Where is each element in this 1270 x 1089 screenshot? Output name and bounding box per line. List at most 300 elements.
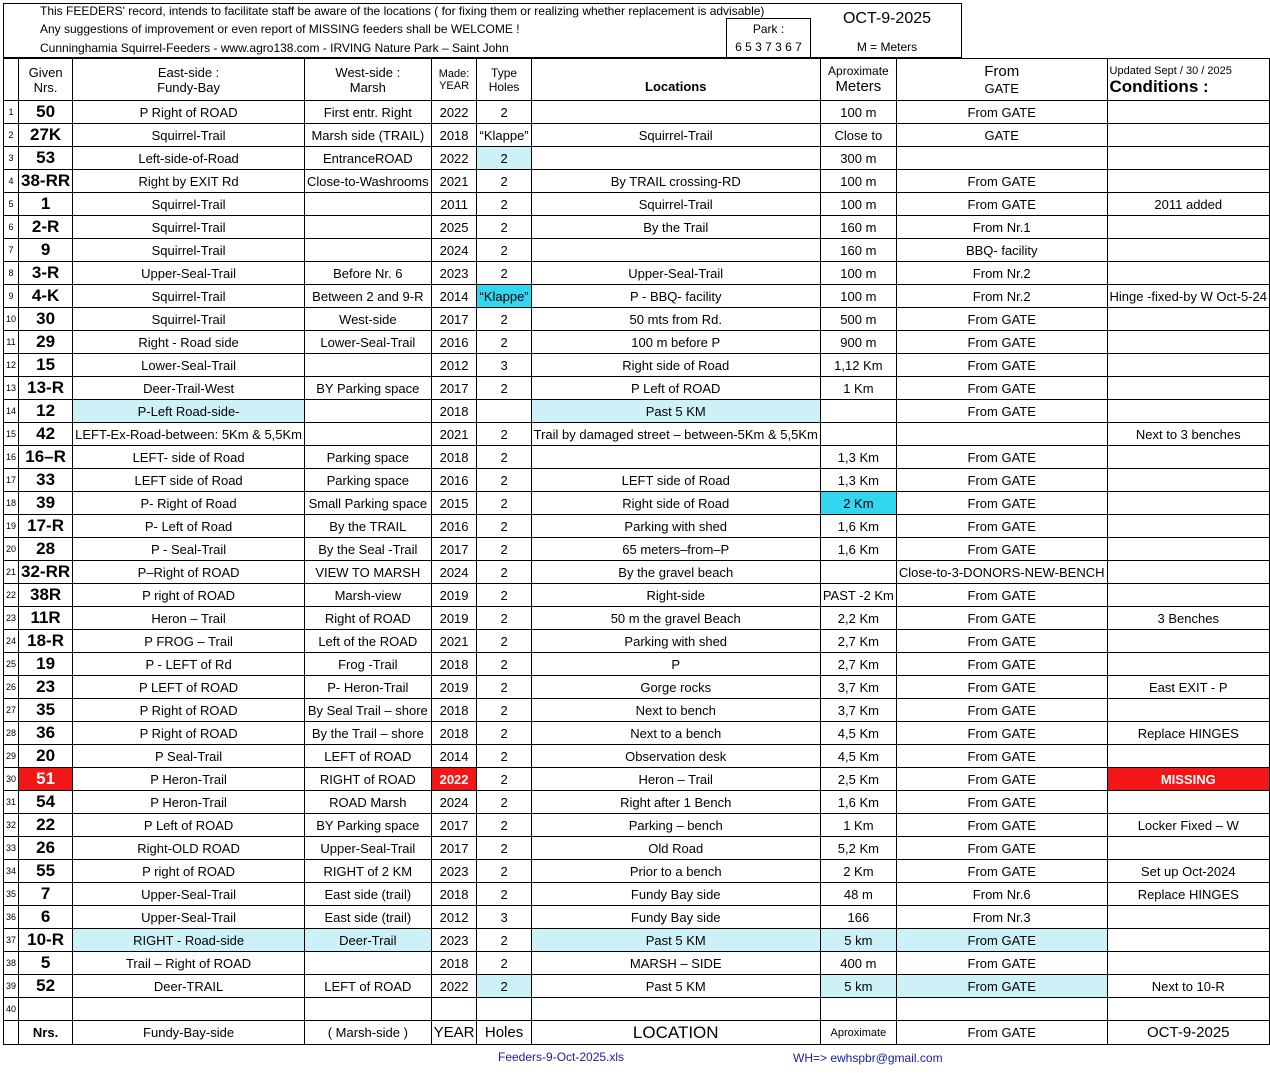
west-side-cell [305, 193, 432, 216]
condition-cell [1107, 446, 1270, 469]
holes-cell: 2 [477, 170, 531, 193]
holes-cell: 2 [477, 699, 531, 722]
holes-cell: 3 [477, 906, 531, 929]
given-number-cell: 29 [19, 331, 73, 354]
east-side-cell: LEFT-Ex-Road-between: 5Km & 5,5Km [73, 423, 305, 446]
footer-cond-cell: OCT-9-2025 [1107, 1021, 1270, 1045]
table-row [4, 308, 1270, 331]
location-cell: Right side of Road [531, 354, 820, 377]
contact-email[interactable]: WH=> ewhspbr@gmail.com [793, 1051, 943, 1065]
east-side-cell [73, 998, 305, 1021]
from-cell: From Nr.2 [896, 262, 1107, 285]
east-side-cell: P FROG – Trail [73, 630, 305, 653]
year-made-cell: 2021 [431, 170, 477, 193]
location-cell: Gorge rocks [531, 676, 820, 699]
condition-cell [1107, 469, 1270, 492]
row-index-cell: 37 [4, 929, 19, 952]
east-side-cell: P Right of ROAD [73, 722, 305, 745]
location-cell: Next to a bench [531, 722, 820, 745]
table-row [4, 193, 1270, 216]
holes-cell [477, 998, 531, 1021]
given-number-cell: 53 [19, 147, 73, 170]
distance-cell: 900 m [820, 331, 896, 354]
given-number-cell [19, 998, 73, 1021]
park-number: 6 5 3 7 3 6 7 [735, 40, 802, 54]
table-row [4, 791, 1270, 814]
east-side-cell: P Heron-Trail [73, 768, 305, 791]
given-number-cell: 23 [19, 676, 73, 699]
year-made-cell: 2021 [431, 423, 477, 446]
row-index-cell: 35 [4, 883, 19, 906]
location-cell: Next to bench [531, 699, 820, 722]
distance-cell: 2 Km [820, 492, 896, 515]
row-index-cell: 15 [4, 423, 19, 446]
given-number-cell: 32-RR [19, 561, 73, 584]
table-row [4, 354, 1270, 377]
header-line-3: Cunninghamia Squirrel-Feeders - www.agro138.com - IRVING Nature Park – Saint John [40, 41, 509, 55]
condition-cell [1107, 101, 1270, 124]
row-index-cell: 3 [4, 147, 19, 170]
location-cell [531, 998, 820, 1021]
col-given: Given Nrs. [19, 59, 73, 101]
row-index-cell: 22 [4, 584, 19, 607]
distance-cell: 3,7 Km [820, 676, 896, 699]
west-side-cell: LEFT of ROAD [305, 975, 432, 998]
east-side-cell: Right - Road side [73, 331, 305, 354]
condition-cell [1107, 492, 1270, 515]
year-made-cell: 2021 [431, 630, 477, 653]
year-made-cell: 2018 [431, 952, 477, 975]
row-index-cell: 23 [4, 607, 19, 630]
col-type: Type Holes [477, 59, 531, 101]
from-cell: From Nr.3 [896, 906, 1107, 929]
distance-cell: 2 Km [820, 860, 896, 883]
location-cell: Observation desk [531, 745, 820, 768]
east-side-cell: Trail – Right of ROAD [73, 952, 305, 975]
distance-cell: 3,7 Km [820, 699, 896, 722]
west-side-cell: Parking space [305, 446, 432, 469]
condition-cell [1107, 929, 1270, 952]
distance-cell: 100 m [820, 193, 896, 216]
row-index-cell: 9 [4, 285, 19, 308]
holes-cell: 2 [477, 630, 531, 653]
location-cell: Fundy Bay side [531, 883, 820, 906]
from-cell: From GATE [896, 699, 1107, 722]
east-side-cell: Left-side-of-Road [73, 147, 305, 170]
row-index-cell: 11 [4, 331, 19, 354]
footer-loc-cell: LOCATION [531, 1021, 820, 1045]
given-number-cell: 52 [19, 975, 73, 998]
east-side-cell: P–Right of ROAD [73, 561, 305, 584]
given-number-cell: 50 [19, 101, 73, 124]
footer-holes-cell: Holes [477, 1021, 531, 1045]
holes-cell: 2 [477, 929, 531, 952]
holes-cell: 2 [477, 331, 531, 354]
east-side-cell: LEFT side of Road [73, 469, 305, 492]
east-side-cell: Squirrel-Trail [73, 193, 305, 216]
given-number-cell: 20 [19, 745, 73, 768]
from-cell: From Nr.1 [896, 216, 1107, 239]
col-west: West-side : Marsh [305, 59, 432, 101]
west-side-cell: Deer-Trail [305, 929, 432, 952]
west-side-cell: Frog -Trail [305, 653, 432, 676]
location-cell: P [531, 653, 820, 676]
table-row [4, 722, 1270, 745]
year-made-cell: 2023 [431, 929, 477, 952]
east-side-cell: P-Left Road-side- [73, 400, 305, 423]
holes-cell: 2 [477, 147, 531, 170]
from-cell: From GATE [896, 630, 1107, 653]
west-side-cell [305, 423, 432, 446]
west-side-cell [305, 998, 432, 1021]
west-side-cell: East side (trail) [305, 906, 432, 929]
holes-cell: 2 [477, 975, 531, 998]
distance-cell [820, 561, 896, 584]
holes-cell: 2 [477, 515, 531, 538]
east-side-cell: LEFT- side of Road [73, 446, 305, 469]
east-side-cell: Deer-Trail-West [73, 377, 305, 400]
row-index-cell: 28 [4, 722, 19, 745]
location-cell: Right side of Road [531, 492, 820, 515]
distance-cell: 5 km [820, 975, 896, 998]
from-cell: From GATE [896, 653, 1107, 676]
table-row [4, 446, 1270, 469]
distance-cell: 100 m [820, 170, 896, 193]
year-made-cell: 2022 [431, 975, 477, 998]
from-cell: From GATE [896, 469, 1107, 492]
holes-cell: 2 [477, 193, 531, 216]
distance-cell: 2,2 Km [820, 607, 896, 630]
distance-cell: 1,6 Km [820, 791, 896, 814]
from-cell: From GATE [896, 791, 1107, 814]
east-side-cell: P Seal-Trail [73, 745, 305, 768]
year-made-cell: 2025 [431, 216, 477, 239]
table-row [4, 216, 1270, 239]
location-cell: Parking with shed [531, 515, 820, 538]
distance-cell: 4,5 Km [820, 722, 896, 745]
from-cell: From GATE [896, 722, 1107, 745]
table-row [4, 998, 1270, 1021]
holes-cell: 2 [477, 308, 531, 331]
row-index-cell: 12 [4, 354, 19, 377]
east-side-cell: P right of ROAD [73, 860, 305, 883]
from-cell: From GATE [896, 400, 1107, 423]
table-row [4, 745, 1270, 768]
year-made-cell: 2024 [431, 239, 477, 262]
year-made-cell: 2023 [431, 262, 477, 285]
holes-cell: 2 [477, 860, 531, 883]
east-side-cell: Upper-Seal-Trail [73, 262, 305, 285]
location-cell: Squirrel-Trail [531, 124, 820, 147]
row-index-cell: 13 [4, 377, 19, 400]
west-side-cell: BY Parking space [305, 377, 432, 400]
row-index-cell: 16 [4, 446, 19, 469]
table-row [4, 469, 1270, 492]
condition-cell [1107, 331, 1270, 354]
condition-cell [1107, 998, 1270, 1021]
east-side-cell: Squirrel-Trail [73, 285, 305, 308]
row-index-cell: 39 [4, 975, 19, 998]
condition-cell [1107, 400, 1270, 423]
given-number-cell: 4-K [19, 285, 73, 308]
row-index-cell: 31 [4, 791, 19, 814]
row-index-cell: 40 [4, 998, 19, 1021]
col-conditions: Updated Sept / 30 / 2025 Conditions : [1107, 59, 1270, 101]
table-row [4, 124, 1270, 147]
west-side-cell: LEFT of ROAD [305, 745, 432, 768]
table-row [4, 101, 1270, 124]
west-side-cell: By the Trail – shore [305, 722, 432, 745]
condition-cell [1107, 124, 1270, 147]
from-cell: From GATE [896, 814, 1107, 837]
condition-cell [1107, 170, 1270, 193]
west-side-cell: East side (trail) [305, 883, 432, 906]
row-index-cell: 18 [4, 492, 19, 515]
distance-cell: 2,5 Km [820, 768, 896, 791]
location-cell [531, 446, 820, 469]
row-index-cell: 20 [4, 538, 19, 561]
row-index-cell: 32 [4, 814, 19, 837]
from-cell: From GATE [896, 515, 1107, 538]
distance-cell: 1,3 Km [820, 446, 896, 469]
from-cell: From GATE [896, 745, 1107, 768]
year-made-cell: 2018 [431, 400, 477, 423]
from-cell: From GATE [896, 607, 1107, 630]
footer-meters-cell: Aproximate [820, 1021, 896, 1045]
from-cell: From GATE [896, 193, 1107, 216]
location-cell [531, 147, 820, 170]
row-index-cell: 2 [4, 124, 19, 147]
given-number-cell: 28 [19, 538, 73, 561]
from-cell: From GATE [896, 952, 1107, 975]
location-cell: 50 mts from Rd. [531, 308, 820, 331]
given-number-cell: 26 [19, 837, 73, 860]
given-number-cell: 39 [19, 492, 73, 515]
distance-cell [820, 400, 896, 423]
row-index-cell: 7 [4, 239, 19, 262]
footer-east-cell: Fundy-Bay-side [73, 1021, 305, 1045]
feeders-table [3, 58, 1270, 1045]
west-side-cell [305, 354, 432, 377]
condition-cell [1107, 354, 1270, 377]
condition-cell [1107, 515, 1270, 538]
distance-cell: 400 m [820, 952, 896, 975]
east-side-cell: P LEFT of ROAD [73, 676, 305, 699]
from-cell: From GATE [896, 538, 1107, 561]
from-cell: From GATE [896, 584, 1107, 607]
given-number-cell: 42 [19, 423, 73, 446]
location-cell: Upper-Seal-Trail [531, 262, 820, 285]
east-side-cell: P Right of ROAD [73, 101, 305, 124]
footer-given-cell: Nrs. [19, 1021, 73, 1045]
table-row [4, 837, 1270, 860]
location-cell [531, 101, 820, 124]
table-row [4, 768, 1270, 791]
given-number-cell: 15 [19, 354, 73, 377]
east-side-cell: P Heron-Trail [73, 791, 305, 814]
from-cell: From GATE [896, 170, 1107, 193]
distance-cell: 4,5 Km [820, 745, 896, 768]
from-cell: From GATE [896, 975, 1107, 998]
east-side-cell: Deer-TRAIL [73, 975, 305, 998]
condition-cell [1107, 699, 1270, 722]
west-side-cell: By the TRAIL [305, 515, 432, 538]
distance-cell: 160 m [820, 239, 896, 262]
table-row [4, 906, 1270, 929]
distance-cell: 2,7 Km [820, 653, 896, 676]
table-row [4, 883, 1270, 906]
row-index-cell: 1 [4, 101, 19, 124]
from-cell: From GATE [896, 768, 1107, 791]
condition-cell: East EXIT - P [1107, 676, 1270, 699]
given-number-cell: 19 [19, 653, 73, 676]
from-cell: From GATE [896, 446, 1107, 469]
row-index-cell: 29 [4, 745, 19, 768]
row-index-cell: 26 [4, 676, 19, 699]
header-line-2: Any suggestions of improvement or even report of MISSING feeders shall be WELCOME ! [40, 22, 520, 36]
table-row [4, 285, 1270, 308]
year-made-cell: 2017 [431, 814, 477, 837]
distance-cell: 100 m [820, 101, 896, 124]
condition-cell [1107, 906, 1270, 929]
distance-cell: 1,12 Km [820, 354, 896, 377]
given-number-cell: 3-R [19, 262, 73, 285]
location-cell: Past 5 KM [531, 929, 820, 952]
table-row [4, 262, 1270, 285]
year-made-cell: 2016 [431, 515, 477, 538]
west-side-cell: P- Heron-Trail [305, 676, 432, 699]
east-side-cell: Right-OLD ROAD [73, 837, 305, 860]
year-made-cell: 2019 [431, 676, 477, 699]
distance-cell: 1 Km [820, 377, 896, 400]
location-cell: Prior to a bench [531, 860, 820, 883]
row-index-cell: 8 [4, 262, 19, 285]
from-cell: From GATE [896, 676, 1107, 699]
condition-cell: Replace HINGES [1107, 883, 1270, 906]
footer-from-cell: From GATE [896, 1021, 1107, 1045]
given-number-cell: 30 [19, 308, 73, 331]
condition-cell: Next to 10-R [1107, 975, 1270, 998]
condition-cell: 3 Benches [1107, 607, 1270, 630]
table-row [4, 170, 1270, 193]
given-number-cell: 54 [19, 791, 73, 814]
east-side-cell: Squirrel-Trail [73, 124, 305, 147]
table-row [4, 492, 1270, 515]
west-side-cell [305, 216, 432, 239]
year-made-cell: 2014 [431, 285, 477, 308]
year-made-cell: 2022 [431, 147, 477, 170]
table-row [4, 860, 1270, 883]
location-cell [531, 239, 820, 262]
location-cell: By the Trail [531, 216, 820, 239]
east-side-cell: P Right of ROAD [73, 699, 305, 722]
east-side-cell: Upper-Seal-Trail [73, 883, 305, 906]
from-cell: From GATE [896, 354, 1107, 377]
east-side-cell: P - Seal-Trail [73, 538, 305, 561]
holes-cell: 2 [477, 101, 531, 124]
table-row [4, 400, 1270, 423]
condition-cell: Locker Fixed – W [1107, 814, 1270, 837]
location-cell: P Left of ROAD [531, 377, 820, 400]
west-side-cell: Left of the ROAD [305, 630, 432, 653]
condition-cell: Hinge -fixed-by W Oct-5-24 [1107, 285, 1270, 308]
west-side-cell: RIGHT of 2 KM [305, 860, 432, 883]
west-side-cell: Before Nr. 6 [305, 262, 432, 285]
condition-cell: MISSING [1107, 768, 1270, 791]
condition-cell [1107, 262, 1270, 285]
holes-cell: 2 [477, 538, 531, 561]
location-cell: LEFT side of Road [531, 469, 820, 492]
holes-cell: 2 [477, 446, 531, 469]
west-side-cell: Between 2 and 9-R [305, 285, 432, 308]
col-locations: Locations [531, 59, 820, 101]
distance-cell: 500 m [820, 308, 896, 331]
distance-cell: 1,3 Km [820, 469, 896, 492]
holes-cell: 2 [477, 561, 531, 584]
distance-cell: 300 m [820, 147, 896, 170]
given-number-cell: 36 [19, 722, 73, 745]
distance-cell: 2,7 Km [820, 630, 896, 653]
holes-cell: 2 [477, 814, 531, 837]
row-index-cell: 6 [4, 216, 19, 239]
distance-cell: 100 m [820, 285, 896, 308]
distance-cell: PAST -2 Km [820, 584, 896, 607]
col-from: From GATE [896, 59, 1107, 101]
distance-cell: 166 [820, 906, 896, 929]
distance-cell: 1 Km [820, 814, 896, 837]
meters-note: M = Meters [856, 40, 918, 54]
row-index-cell: 25 [4, 653, 19, 676]
given-number-cell: 38R [19, 584, 73, 607]
row-index-cell: 24 [4, 630, 19, 653]
holes-cell: 2 [477, 676, 531, 699]
holes-cell: 2 [477, 653, 531, 676]
holes-cell: 2 [477, 607, 531, 630]
table-row [4, 814, 1270, 837]
table-row [4, 331, 1270, 354]
west-side-cell: Parking space [305, 469, 432, 492]
condition-cell [1107, 630, 1270, 653]
given-number-cell: 55 [19, 860, 73, 883]
condition-cell [1107, 147, 1270, 170]
distance-cell [820, 423, 896, 446]
holes-cell: 3 [477, 354, 531, 377]
holes-cell: 2 [477, 722, 531, 745]
holes-cell: 2 [477, 492, 531, 515]
holes-cell: 2 [477, 423, 531, 446]
table-row [4, 653, 1270, 676]
location-cell: Fundy Bay side [531, 906, 820, 929]
given-number-cell: 35 [19, 699, 73, 722]
given-number-cell: 16–R [19, 446, 73, 469]
from-cell: From Nr.2 [896, 285, 1107, 308]
table-row [4, 538, 1270, 561]
given-number-cell: 51 [19, 768, 73, 791]
west-side-cell: EntranceROAD [305, 147, 432, 170]
distance-cell [820, 998, 896, 1021]
given-number-cell: 1 [19, 193, 73, 216]
condition-cell: Next to 3 benches [1107, 423, 1270, 446]
table-row [4, 515, 1270, 538]
west-side-cell: Marsh side (TRAIL) [305, 124, 432, 147]
east-side-cell: Lower-Seal-Trail [73, 354, 305, 377]
location-cell: Right after 1 Bench [531, 791, 820, 814]
year-made-cell: 2011 [431, 193, 477, 216]
file-name: Feeders-9-Oct-2025.xls [498, 1050, 625, 1064]
year-made-cell: 2012 [431, 906, 477, 929]
east-side-cell: RIGHT - Road-side [73, 929, 305, 952]
location-cell: MARSH – SIDE [531, 952, 820, 975]
